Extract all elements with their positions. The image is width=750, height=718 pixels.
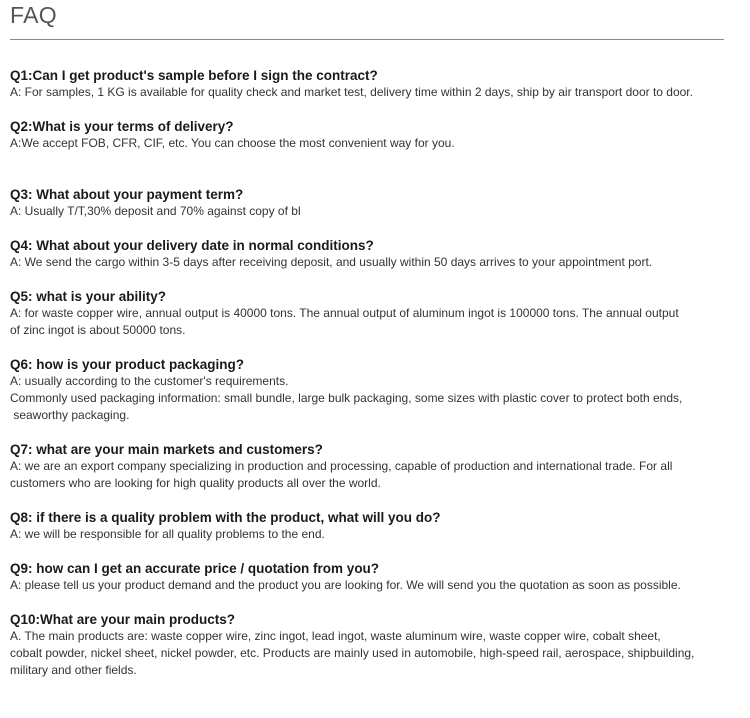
faq-question: Q1:Can I get product's sample before I sign the contract? [10, 68, 378, 83]
faq-item-q7 [10, 441, 740, 492]
faq-answer: A: For samples, 1 KG is available for quality check and market test, delivery time within 2 days, ship by air transport door to door. [10, 85, 693, 99]
faq-question: Q5: what is your ability? [10, 289, 167, 304]
faq-answer: seaworthy packaging. [10, 408, 130, 422]
faq-item-q9 [10, 560, 740, 594]
faq-question: Q6: how is your product packaging? [10, 357, 245, 372]
faq-answer: A: for waste copper wire, annual output is 40000 tons. The annual output of aluminum ingot is 100000 tons. The annual output [10, 306, 679, 320]
title-divider [10, 39, 724, 40]
faq-question: Q3: What about your payment term? [10, 187, 244, 202]
faq-question: Q2:What is your terms of delivery? [10, 119, 234, 134]
faq-answer: of zinc ingot is about 50000 tons. [10, 323, 186, 337]
faq-answer: A: we will be responsible for all quality problems to the end. [10, 527, 325, 541]
faq-item-q10 [10, 611, 740, 679]
faq-item-q3 [10, 186, 740, 220]
faq-item-q4 [10, 237, 740, 271]
faq-question: Q8: if there is a quality problem with the product, what will you do? [10, 510, 441, 525]
faq-question: Q9: how can I get an accurate price / quotation from you? [10, 561, 380, 576]
faq-answer: A. The main products are: waste copper wire, zinc ingot, lead ingot, waste aluminum wire, waste copper wire, cobalt sheet, [10, 629, 661, 643]
faq-answer: Commonly used packaging information: small bundle, large bulk packaging, some sizes with plastic cover to protect both ends, [10, 391, 683, 405]
faq-answer: customers who are looking for high quality products all over the world. [10, 476, 381, 490]
faq-answer: A: Usually T/T,30% deposit and 70% against copy of bl [10, 204, 301, 218]
faq-answer: A:We accept FOB, CFR, CIF, etc. You can choose the most convenient way for you. [10, 136, 455, 150]
faq-item-q8 [10, 509, 740, 543]
faq-answer: A: please tell us your product demand and the product you are looking for. We will send you the quotation as soon as possible. [10, 578, 681, 592]
faq-answer: military and other fields. [10, 663, 137, 677]
faq-answer: A: We send the cargo within 3-5 days after receiving deposit, and usually within 50 days arrives to your appointment port. [10, 255, 653, 269]
page-title: FAQ [10, 2, 57, 28]
faq-answer: cobalt powder, nickel sheet, nickel powder, etc. Products are mainly used in automobile, high-speed rail, aerospace, shipbuilding, [10, 646, 695, 660]
faq-item-q2 [10, 118, 740, 152]
faq-item-q5 [10, 288, 740, 339]
faq-question: Q7: what are your main markets and customers? [10, 442, 323, 457]
faq-answer: A: we are an export company specializing in production and processing, capable of production and international trade. For all [10, 459, 673, 473]
faq-answer: A: usually according to the customer's requirements. [10, 374, 289, 388]
faq-question: Q10:What are your main products? [10, 612, 236, 627]
faq-item-q6 [10, 356, 740, 424]
faq-question: Q4: What about your delivery date in normal conditions? [10, 238, 374, 253]
faq-item-q1 [10, 67, 740, 101]
